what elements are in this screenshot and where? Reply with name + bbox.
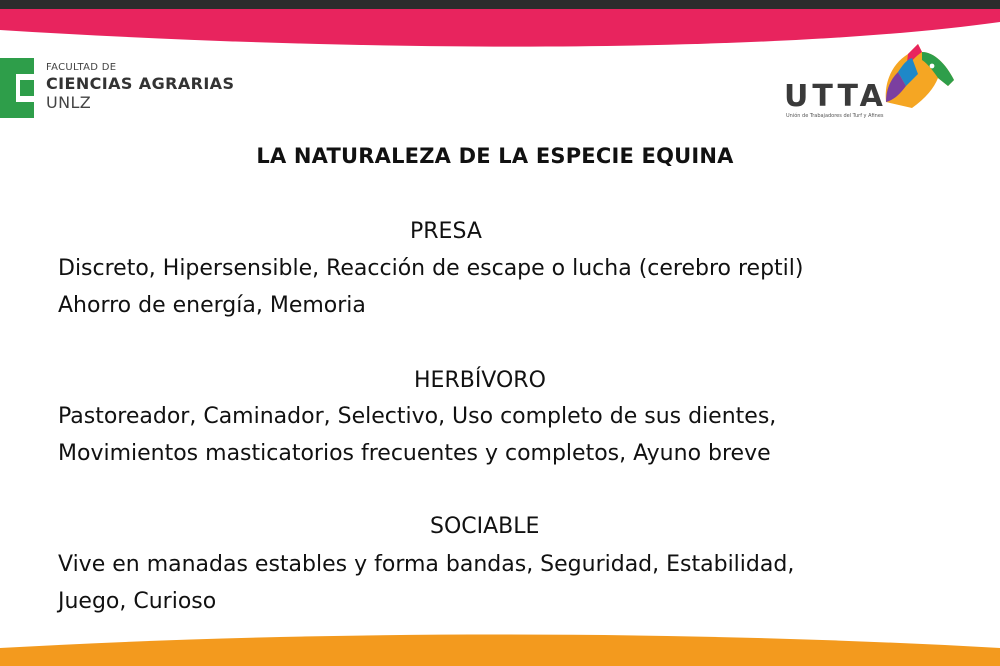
faculty-logo (0, 56, 240, 122)
faculty-logo-line3: UNLZ (46, 93, 92, 112)
section-heading-sociable: SOCIABLE (430, 514, 540, 539)
faculty-logo-line2: CIENCIAS AGRARIAS (46, 74, 235, 93)
section-heading-presa: PRESA (410, 219, 482, 244)
section-sociable-line-1: Vive en manadas estables y forma bandas, Seguridad, Estabilidad, (58, 552, 795, 577)
section-herbivoro-line-1: Pastoreador, Caminador, Selectivo, Uso completo de sus dientes, (58, 404, 777, 429)
section-sociable-line-2: Juego, Curioso (58, 589, 217, 614)
utta-subtitle: Unión de Trabajadores del Turf y Afines (786, 113, 884, 119)
bottom-orange-swoosh (0, 626, 1000, 666)
section-heading-herbivoro: HERBÍVORO (414, 368, 546, 393)
utta-logo (780, 40, 960, 126)
horse-head-logo-icon (878, 42, 958, 112)
section-presa-line-1: Discreto, Hipersensible, Reacción de escape o lucha (cerebro reptil) (58, 256, 804, 281)
faculty-logo-text (46, 62, 234, 112)
section-presa-line-2: Ahorro de energía, Memoria (58, 293, 366, 318)
faculty-logo-mark-icon (0, 58, 36, 118)
section-herbivoro-line-2: Movimientos masticatorios frecuentes y completos, Ayuno breve (58, 441, 771, 466)
faculty-logo-line1: FACULTAD DE (46, 62, 117, 73)
slide-title: LA NATURALEZA DE LA ESPECIE EQUINA (256, 144, 734, 168)
utta-brand-text: UTTA (784, 79, 887, 114)
